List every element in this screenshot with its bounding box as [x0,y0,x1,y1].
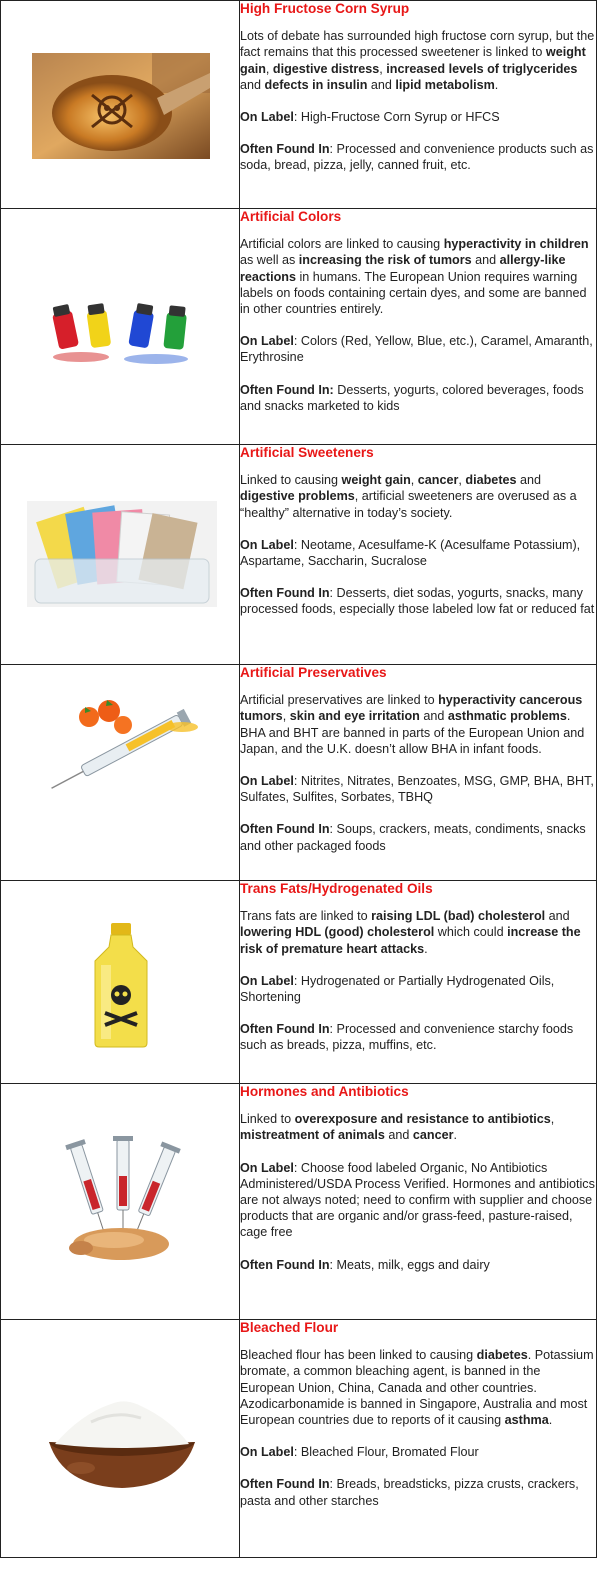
description [240,908,596,957]
body-text: . [424,941,428,956]
body-text: and [471,253,500,268]
often-found-text: : Soups, crackers, meats, condiments, snacks and other packaged foods [240,822,586,853]
emphasis-text: hyperactivity cancerous tumors [240,693,583,724]
on-label-text: : Colors (Red, Yellow, Blue, etc.), Caramel, Amaranth, Erythrosine [240,334,593,365]
often-found-text: Desserts, yogurts, colored beverages, foods and snacks marketed to kids [240,382,584,413]
on-label-text: : Hydrogenated or Partially Hydrogenated Oils, Shortening [240,973,555,1005]
emphasis-text: mistreatment of animals [240,1128,385,1143]
on-label-heading: On Label [240,537,294,552]
description [240,28,596,93]
on-label [240,773,596,805]
section-title: Trans Fats/Hydrogenated Oils [240,881,433,896]
often-found-in [240,1476,596,1508]
body-text: , [550,1112,555,1127]
emphasis-text: lowering HDL (good) cholesterol [240,925,435,940]
text-cell [240,665,597,881]
on-label [240,333,596,365]
on-label [240,537,596,569]
on-label-heading: On Label [240,774,294,789]
emphasis-text: asthmatic problems [447,709,567,724]
section-title: Bleached Flour [240,1320,339,1335]
body-text: and [419,709,448,724]
body-text: , [265,61,273,76]
on-label [240,973,596,1005]
body-text: . [494,77,499,92]
image-cell [1,1,240,209]
table-row [1,1084,597,1320]
food-coloring-bottles-icon [41,297,201,365]
on-label-text: : High-Fructose Corn Syrup or HFCS [293,110,500,125]
emphasis-text: raising LDL (bad) cholesterol [371,909,546,924]
on-label [240,109,596,125]
body-text: Linked to [240,1112,295,1127]
sweetener-packets-icon [27,501,217,607]
body-text: Lots of debate has surrounded high fructose corn syrup, but the fact remains that this processed sweetener is linked to [240,29,595,60]
emphasis-text: lipid metabolism [395,77,495,92]
often-found-in [240,1257,596,1273]
on-label-text: : Choose food labeled Organic, No Antibiotics Administered/USDA Process Verified. Hormones and antibiotics are not always noted; need to confirm with supplier and choose products that are organic and/or grass-feed, pasture-raised, cage free [240,1160,595,1240]
emphasis-text: diabetes [476,1348,528,1363]
text-cell [240,445,597,665]
image-cell [1,881,240,1084]
emphasis-text: weight gain [240,45,586,76]
body-text: Linked to causing [240,473,342,488]
body-text: and [240,77,265,92]
description [240,1347,596,1428]
body-text: Trans fats are linked to [240,909,372,924]
body-text: which could [434,925,508,940]
text-cell [240,881,597,1084]
on-label-text: : Bleached Flour, Bromated Flour [293,1445,479,1460]
often-found-heading: Often Found In: [240,382,334,397]
table-row [1,881,597,1084]
body-text: Artificial colors are linked to causing [240,237,444,252]
often-found-text: : Processed and convenience products such as soda, bread, pizza, jelly, canned fruit, etc. [240,142,594,173]
body-text: and [545,909,570,924]
body-text: as well as [240,253,299,268]
table-row [1,209,597,445]
image-cell [1,209,240,445]
chicken-syringes-icon [59,1136,185,1262]
emphasis-text: diabetes [465,473,517,488]
on-label-heading: On Label [240,334,294,349]
often-found-heading: Often Found In [240,586,330,601]
emphasis-text: cancer [412,1128,454,1143]
emphasis-text: hyperactivity in children [443,237,589,252]
often-found-in [240,382,596,414]
body-text: , [282,709,290,724]
often-found-in [240,821,596,853]
text-cell [240,209,597,445]
body-text: and [516,473,542,488]
table-row [1,1320,597,1558]
oil-bottle-skull-icon [67,921,175,1049]
on-label-heading: On Label [240,1160,294,1175]
often-found-in [240,1021,596,1053]
on-label-text: : Neotame, Acesulfame-K (Acesulfame Potassium), Aspartame, Saccharin, Sucralose [240,537,581,569]
section-title: Hormones and Antibiotics [240,1084,409,1099]
body-text: . Potassium bromate, a common bleaching agent, is banned in the European Union, China, Canada and other countries. Azodicarbonamide is banned in Singapore, Australia and most European countries due to reports of it causing [240,1348,594,1428]
body-text: Artificial preservatives are linked to [240,693,439,708]
often-found-text: : Breads, breadsticks, pizza crusts, crackers, pasta and other starches [240,1477,579,1508]
body-text: , [410,473,418,488]
text-cell [240,1320,597,1558]
image-cell [1,445,240,665]
body-text: . [548,1413,553,1428]
often-found-text: : Desserts, diet sodas, yogurts, snacks, many processed foods, especially those labeled low fat or reduced fat [240,586,595,617]
emphasis-text: allergy-like reactions [240,253,566,284]
flour-bowl-icon [41,1384,203,1492]
on-label-text: : Nitrites, Nitrates, Benzoates, MSG, GMP, BHA, BHT, Sulfates, Sulfites, Sorbates, TBHQ [240,774,594,805]
emphasis-text: increasing the risk of tumors [298,253,472,268]
text-cell [240,1084,597,1320]
often-found-heading: Often Found In [240,142,330,157]
often-found-heading: Often Found In [240,822,330,837]
emphasis-text: digestive problems [240,489,355,504]
body-text: and [367,77,396,92]
image-cell [1,1320,240,1558]
emphasis-text: increase the risk of premature heart attacks [240,925,581,956]
body-text: . [453,1128,458,1143]
often-found-in [240,141,596,173]
table-row [1,445,597,665]
emphasis-text: overexposure and resistance to antibiotics [294,1112,551,1127]
often-found-heading: Often Found In [240,1022,330,1037]
emphasis-text: defects in insulin [264,77,368,92]
tomato-syringe-icon [37,687,209,793]
emphasis-text: skin and eye irritation [289,709,420,724]
image-cell [1,1084,240,1320]
emphasis-text: cancer [417,473,459,488]
emphasis-text: digestive distress [272,61,380,76]
on-label [240,1444,596,1460]
on-label [240,1160,596,1241]
section-title: Artificial Sweeteners [240,445,374,460]
on-label-heading: On Label [240,110,294,125]
often-found-text: : Processed and convenience starchy foods such as breads, pizza, muffins, etc. [240,1022,574,1053]
description [240,1111,596,1143]
image-cell [1,665,240,881]
emphasis-text: weight gain [341,473,411,488]
section-title: High Fructose Corn Syrup [240,1,410,16]
spoon-with-skull-icon [32,53,210,159]
body-text: , artificial sweeteners are overused as a “healthy” alternative in today’s society. [240,489,577,520]
body-text: in humans. The European Union requires warning labels on foods containing certain dyes, and some are banned in other countries entirely. [240,269,587,317]
section-title: Artificial Preservatives [240,665,387,680]
on-label-heading: On Label [240,973,294,988]
body-text: . BHA and BHT are banned in parts of the European Union and Japan, and the U.K. doesn’t allow BHA in infant foods. [240,709,585,756]
table-row [1,665,597,881]
text-cell [240,1,597,209]
body-text: , [458,473,466,488]
description [240,236,596,317]
often-found-text: : Meats, milk, eggs and dairy [329,1257,490,1272]
emphasis-text: increased levels of triglycerides [386,61,578,76]
emphasis-text: asthma [504,1413,549,1428]
body-text: Bleached flour has been linked to causing [240,1348,477,1363]
table-row [1,1,597,209]
body-text: , [379,61,387,76]
body-text: and [384,1128,413,1143]
often-found-heading: Often Found In [240,1257,330,1272]
description [240,692,596,757]
on-label-heading: On Label [240,1445,294,1460]
often-found-heading: Often Found In [240,1477,330,1492]
section-title: Artificial Colors [240,209,342,224]
description [240,472,596,521]
often-found-in [240,585,596,617]
